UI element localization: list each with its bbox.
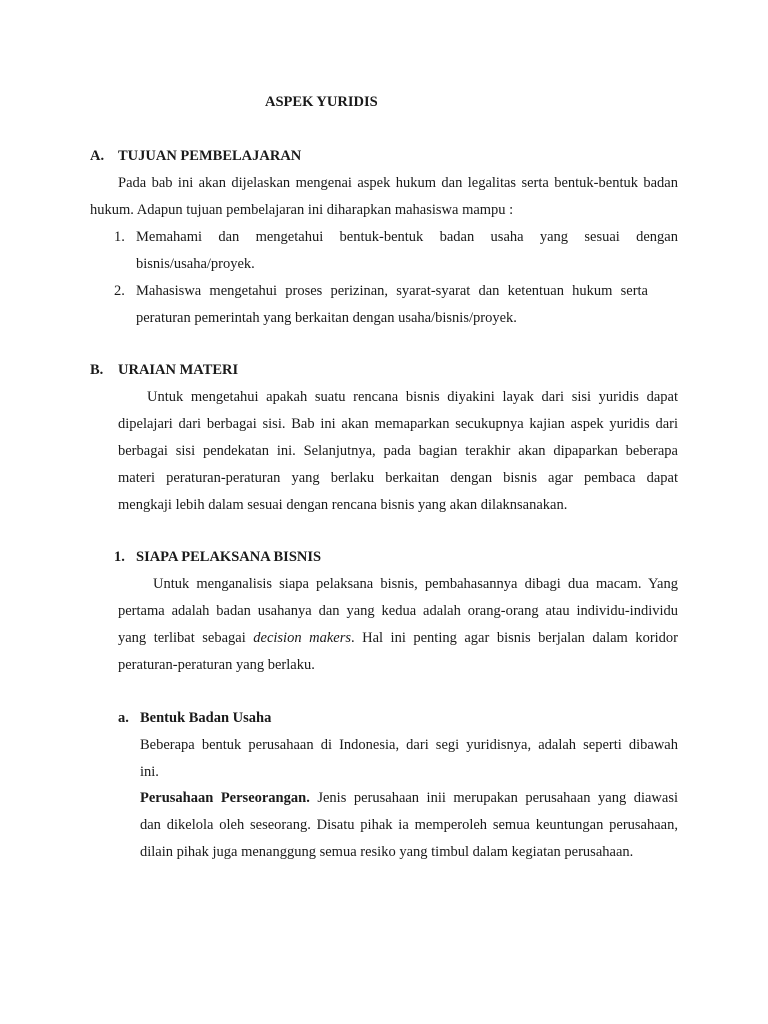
section-a-heading: TUJUAN PEMBELAJARAN	[118, 148, 302, 164]
paragraph-line	[118, 629, 678, 647]
paragraph-line	[140, 789, 678, 807]
section-b-letter: B.	[90, 362, 104, 378]
paragraph-line: peraturan-peraturan yang berlaku.	[118, 657, 315, 673]
paragraph-line: mengkaji lebih dalam sesuai dengan rencana bisnis yang akan dilaknsanakan.	[118, 497, 568, 513]
objective-number: 1.	[114, 229, 125, 245]
paragraph-line: Beberapa bentuk perusahaan di Indonesia, dari segi yuridisnya, adalah seperti dibawah	[140, 737, 678, 753]
paragraph-line: dipelajari dari berbagai sisi. Bab ini akan memaparkan secukupnya kajian aspek yuridis dari	[118, 416, 678, 432]
section-a-intro-line: Pada bab ini akan dijelaskan mengenai aspek hukum dan legalitas serta bentuk-bentuk badan	[118, 175, 678, 191]
paragraph-text: . Hal ini penting agar bisnis berjalan dalam koridor	[350, 630, 679, 646]
section-b-heading: URAIAN MATERI	[118, 362, 239, 378]
paragraph-line: berbagai sisi pendekatan ini. Selanjutnya, pada bagian terakhir akan dipaparkan beberapa	[118, 443, 678, 459]
paragraph-line: materi peraturan-peraturan yang berlaku berkaitan dengan bisnis agar pembaca dapat	[118, 470, 678, 486]
paragraph-line: Untuk mengetahui apakah suatu rencana bisnis diyakini layak dari sisi yuridis dapat	[147, 389, 678, 405]
section-a-letter: A.	[90, 148, 105, 164]
paragraph-text: yang terlibat sebagai	[118, 630, 246, 646]
subsection-letter: a.	[118, 710, 129, 726]
emphasized-term: decision makers	[253, 630, 351, 646]
subsection-number: 1.	[114, 549, 125, 565]
objective-number: 2.	[114, 283, 125, 299]
bold-term: Perusahaan Perseorangan.	[140, 790, 310, 806]
document-title: ASPEK YURIDIS	[265, 94, 378, 110]
section-a-intro-line: hukum. Adapun tujuan pembelajaran ini diharapkan mahasiswa mampu :	[90, 202, 514, 218]
objective-text: Memahami dan mengetahui bentuk-bentuk badan usaha yang sesuai dengan	[136, 229, 678, 245]
paragraph-line: dan dikelola oleh seseorang. Disatu pihak ia memperoleh semua keuntungan perusahaan,	[140, 817, 678, 833]
objective-text: Mahasiswa mengetahui proses perizinan, syarat-syarat dan ketentuan hukum serta	[136, 283, 648, 299]
paragraph-line: pertama adalah badan usahanya dan yang kedua adalah orang-orang atau individu-individu	[118, 603, 678, 619]
paragraph-text: Jenis perusahaan inii merupakan perusahaan yang diawasi	[317, 790, 679, 806]
objective-text: peraturan pemerintah yang berkaitan dengan usaha/bisnis/proyek.	[136, 310, 517, 326]
subsection-heading: Bentuk Badan Usaha	[140, 710, 272, 726]
paragraph-line: ini.	[140, 764, 159, 780]
objective-text: bisnis/usaha/proyek.	[136, 256, 255, 272]
subsection-heading: SIAPA PELAKSANA BISNIS	[136, 549, 322, 565]
paragraph-line: Untuk menganalisis siapa pelaksana bisnis, pembahasannya dibagi dua macam. Yang	[153, 576, 678, 592]
paragraph-line: dilain pihak juga menanggung semua resiko yang timbul dalam kegiatan perusahaan.	[140, 844, 634, 860]
